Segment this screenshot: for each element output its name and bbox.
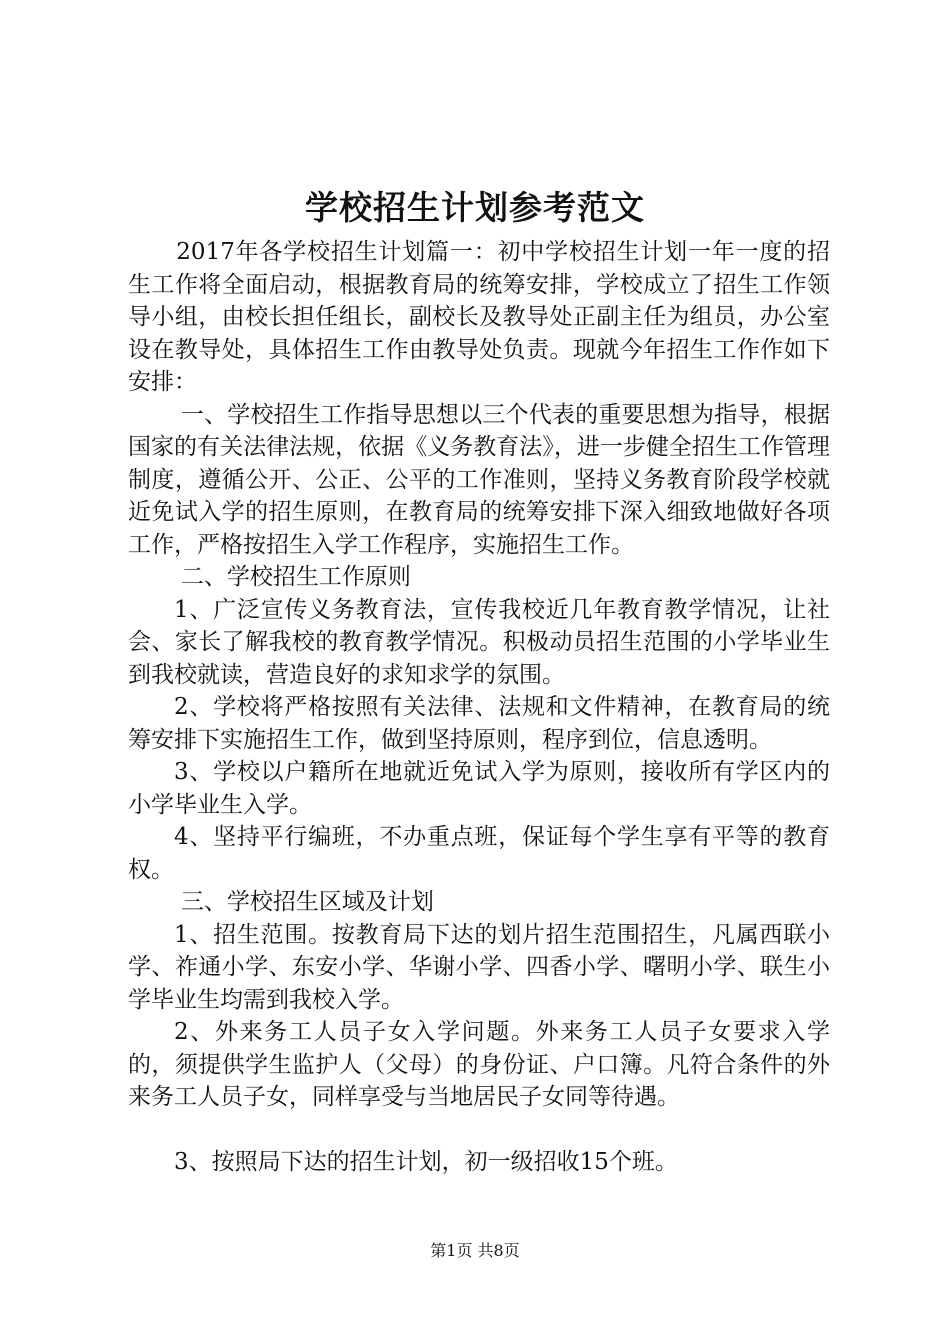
- page-footer: 第1页 共8页: [430, 1241, 520, 1260]
- document-title: 学校招生计划参考范文: [305, 188, 645, 227]
- heading-principles: 二、学校招生工作原则: [180, 564, 411, 590]
- paragraph-principle-2: 2、学校将严格按照有关法律、法规和文件精神，在教育局的统筹安排下实施招生工作，做到坚持原则，程序到位，信息透明。: [128, 694, 830, 753]
- paragraph-principle-4: 4、坚持平行编班，不办重点班，保证每个学生享有平等的教育权。: [128, 824, 830, 883]
- paragraph-guiding-ideology: 一、学校招生工作指导思想以三个代表的重要思想为指导，根据国家的有关法律法规，依据《义务教育法》，进一步健全招生工作管理制度，遵循公开、公正、公平的工作准则，坚持义务教育阶段学校就近免试入学的招生原则，在教育局的统筹安排下深入细致地做好各项工作，严格按招生入学工作程序，实施招生工作。: [128, 401, 830, 558]
- document-body: [128, 236, 830, 1178]
- paragraph-plan-2: 2、外来务工人员子女入学问题。外来务工人员子女要求入学的，须提供学生监护人（父母）的身份证、户口簿。凡符合条件的外来务工人员子女，同样享受与当地居民子女同等待遇。: [128, 1019, 830, 1110]
- paragraph-intro: 2017年各学校招生计划篇一：初中学校招生计划一年一度的招生工作将全面启动，根据教育局的统筹安排，学校成立了招生工作领导小组，由校长担任组长，副校长及教导处正副主任为组员，办公室设在教导处，具体招生工作由教导处负责。现就今年招生工作作如下安排：: [128, 239, 830, 395]
- heading-region-plan: 三、学校招生区域及计划: [180, 889, 434, 915]
- paragraph-plan-1: 1、招生范围。按教育局下达的划片招生范围招生，凡属西联小学、祚通小学、东安小学、华谢小学、四香小学、曙明小学、联生小学毕业生均需到我校入学。: [128, 921, 830, 1013]
- paragraph-plan-3: 3、按照局下达的招生计划，初一级招收15个班。: [174, 1148, 678, 1175]
- paragraph-principle-1: 1、广泛宣传义务教育法，宣传我校近几年教育教学情况，让社会、家长了解我校的教育教学情况。积极动员招生范围的小学毕业生到我校就读，营造良好的求知求学的氛围。: [128, 596, 830, 688]
- paragraph-principle-3: 3、学校以户籍所在地就近免试入学为原则，接收所有学区内的小学毕业生入学。: [128, 759, 830, 818]
